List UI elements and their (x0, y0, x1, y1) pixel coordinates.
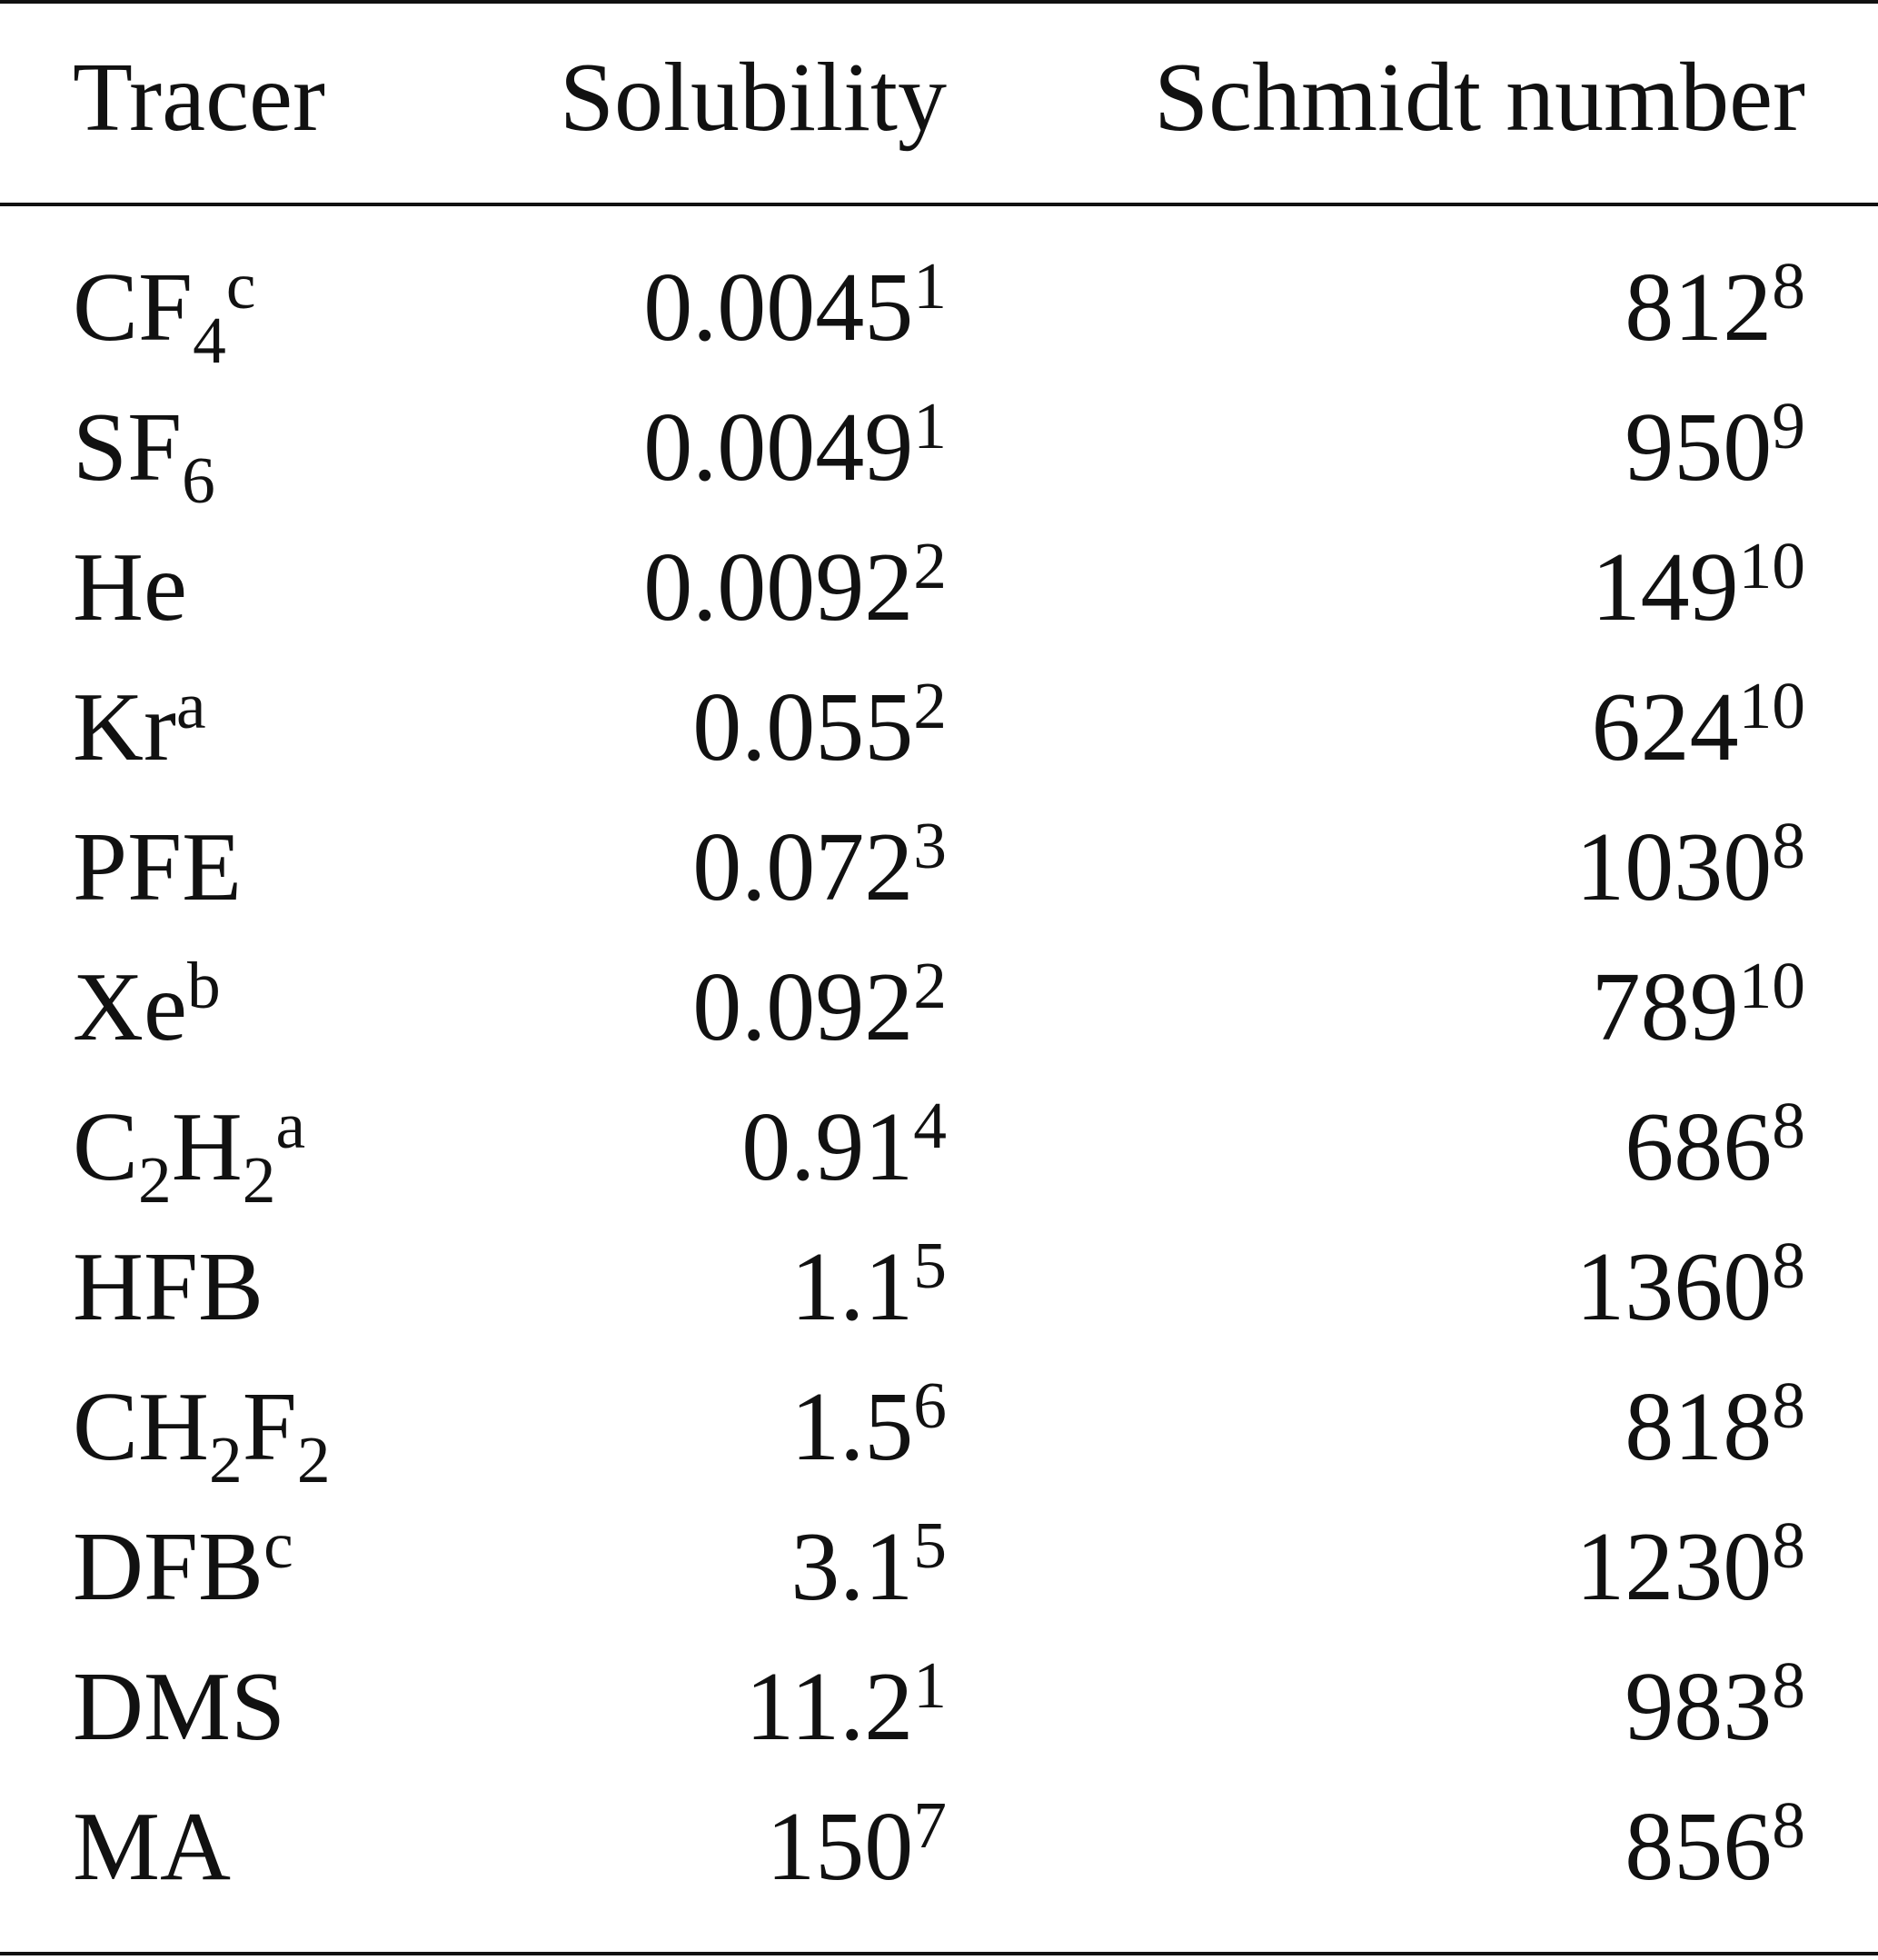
table-row (0, 1647, 1878, 1767)
cell-schmidt-number (1625, 1647, 1805, 1761)
tracer-footnote-mark: a (175, 668, 206, 742)
cell-solubility (790, 1368, 947, 1481)
schmidt-value: 624 (1591, 673, 1739, 781)
solubility-value: 1.1 (790, 1233, 914, 1341)
solubility-reference: 4 (913, 1088, 947, 1162)
solubility-value: 0.055 (692, 673, 914, 781)
cell-schmidt-number (1591, 668, 1805, 781)
table-row (0, 948, 1878, 1068)
cell-tracer (73, 813, 243, 921)
schmidt-reference: 8 (1772, 1368, 1805, 1442)
table-row (0, 248, 1878, 377)
solubility-reference: 1 (913, 248, 947, 323)
cell-schmidt-number (1625, 388, 1805, 502)
cell-schmidt-number (1575, 1507, 1805, 1621)
schmidt-reference: 10 (1738, 528, 1805, 602)
schmidt-reference: 8 (1772, 1507, 1805, 1582)
solubility-value: 0.092 (692, 953, 914, 1061)
cell-tracer (73, 948, 221, 1061)
cell-solubility (766, 1787, 947, 1901)
tracer-text: Xe (73, 953, 187, 1061)
cell-solubility (643, 528, 947, 642)
cell-solubility (745, 1647, 947, 1761)
tracer-subscript: 4 (193, 303, 226, 377)
cell-tracer (73, 1793, 232, 1901)
solubility-value: 0.0045 (643, 254, 914, 362)
table-bottom-rule (0, 1952, 1878, 1955)
table-row (0, 1368, 1878, 1497)
schmidt-reference: 10 (1738, 948, 1805, 1022)
cell-schmidt-number (1625, 1368, 1805, 1481)
solubility-reference: 5 (913, 1507, 947, 1582)
schmidt-value: 789 (1591, 953, 1739, 1061)
solubility-reference: 3 (913, 808, 947, 882)
solubility-value: 0.072 (692, 813, 914, 921)
tracer-footnote-mark: a (275, 1088, 306, 1162)
tracer-footnote-mark: c (263, 1507, 293, 1582)
cell-tracer (73, 1373, 331, 1497)
solubility-value: 0.0092 (643, 533, 914, 642)
cell-schmidt-number (1575, 808, 1805, 921)
cell-solubility (692, 948, 947, 1061)
table-row (0, 808, 1878, 928)
cell-solubility (741, 1088, 947, 1201)
tracer-text: MA (73, 1793, 232, 1901)
tracer-text: F (242, 1373, 297, 1481)
solubility-value: 0.91 (741, 1093, 914, 1201)
solubility-reference: 2 (913, 528, 947, 602)
schmidt-value: 818 (1625, 1373, 1773, 1481)
table-row (0, 1787, 1878, 1907)
table-header-row (0, 44, 1878, 152)
solubility-value: 3.1 (790, 1513, 914, 1621)
schmidt-reference: 10 (1738, 668, 1805, 742)
schmidt-value: 1030 (1575, 813, 1773, 921)
cell-schmidt-number (1625, 248, 1805, 362)
solubility-value: 1.5 (790, 1373, 914, 1481)
cell-schmidt-number (1591, 948, 1805, 1061)
cell-solubility (692, 668, 947, 781)
table-row (0, 528, 1878, 648)
cell-tracer (73, 1507, 293, 1621)
cell-tracer (73, 1088, 306, 1217)
schmidt-value: 1230 (1575, 1513, 1773, 1621)
schmidt-reference: 9 (1772, 388, 1805, 463)
schmidt-reference: 8 (1772, 808, 1805, 882)
cell-tracer (73, 393, 215, 517)
table-row (0, 388, 1878, 517)
schmidt-value: 1360 (1575, 1233, 1773, 1341)
solubility-reference: 6 (913, 1368, 947, 1442)
cell-tracer (73, 248, 256, 377)
schmidt-value: 950 (1625, 393, 1773, 502)
solubility-reference: 2 (913, 668, 947, 742)
cell-schmidt-number (1575, 1228, 1805, 1341)
cell-tracer (73, 1653, 286, 1761)
header-solubility: Solubility (559, 44, 947, 152)
solubility-reference: 1 (913, 388, 947, 463)
tracer-subscript: 2 (209, 1422, 243, 1497)
cell-solubility (790, 1507, 947, 1621)
tracer-text: PFE (73, 813, 243, 921)
solubility-value: 150 (766, 1793, 914, 1901)
table-row (0, 668, 1878, 788)
schmidt-reference: 8 (1772, 1647, 1805, 1722)
schmidt-reference: 8 (1772, 1787, 1805, 1862)
tracer-text: CH (73, 1373, 210, 1481)
solubility-reference: 7 (913, 1787, 947, 1862)
cell-solubility (692, 808, 947, 921)
tracer-subscript: 2 (242, 1142, 276, 1217)
cell-solubility (643, 248, 947, 362)
header-tracer: Tracer (73, 44, 325, 152)
tracer-text: HFB (73, 1233, 264, 1341)
tracer-text: SF (73, 393, 183, 502)
solubility-reference: 2 (913, 948, 947, 1022)
cell-tracer (73, 533, 187, 642)
schmidt-value: 686 (1625, 1093, 1773, 1201)
tracer-subscript: 2 (296, 1422, 331, 1497)
schmidt-value: 856 (1625, 1793, 1773, 1901)
tracer-footnote-mark: c (225, 248, 256, 323)
solubility-value: 11.2 (745, 1653, 914, 1761)
table-row (0, 1507, 1878, 1627)
tracer-subscript: 6 (182, 443, 215, 517)
cell-tracer (73, 1233, 264, 1341)
schmidt-value: 983 (1625, 1653, 1773, 1761)
tracer-subscript: 2 (138, 1142, 172, 1217)
schmidt-value: 149 (1591, 533, 1739, 642)
tracer-text: C (73, 1093, 139, 1201)
cell-tracer (73, 668, 206, 781)
schmidt-reference: 8 (1772, 1088, 1805, 1162)
tracer-text: DFB (73, 1513, 264, 1621)
schmidt-reference: 8 (1772, 1228, 1805, 1302)
tracer-text: DMS (73, 1653, 286, 1761)
header-schmidt-number: Schmidt number (1154, 44, 1805, 152)
solubility-value: 0.0049 (643, 393, 914, 502)
schmidt-reference: 8 (1772, 248, 1805, 323)
cell-solubility (643, 388, 947, 502)
cell-schmidt-number (1591, 528, 1805, 642)
table-row (0, 1228, 1878, 1348)
table-row (0, 1088, 1878, 1217)
solubility-reference: 1 (913, 1647, 947, 1722)
cell-schmidt-number (1625, 1787, 1805, 1901)
tracer-text: H (171, 1093, 243, 1201)
schmidt-value: 812 (1625, 254, 1773, 362)
tracer-text: Kr (73, 673, 176, 781)
tracer-footnote-mark: b (186, 948, 221, 1022)
table-header-rule (0, 203, 1878, 206)
cell-schmidt-number (1625, 1088, 1805, 1201)
table-top-rule (0, 0, 1878, 4)
solubility-reference: 5 (913, 1228, 947, 1302)
tracer-text: CF (73, 254, 194, 362)
cell-solubility (790, 1228, 947, 1341)
tracer-text: He (73, 533, 187, 642)
